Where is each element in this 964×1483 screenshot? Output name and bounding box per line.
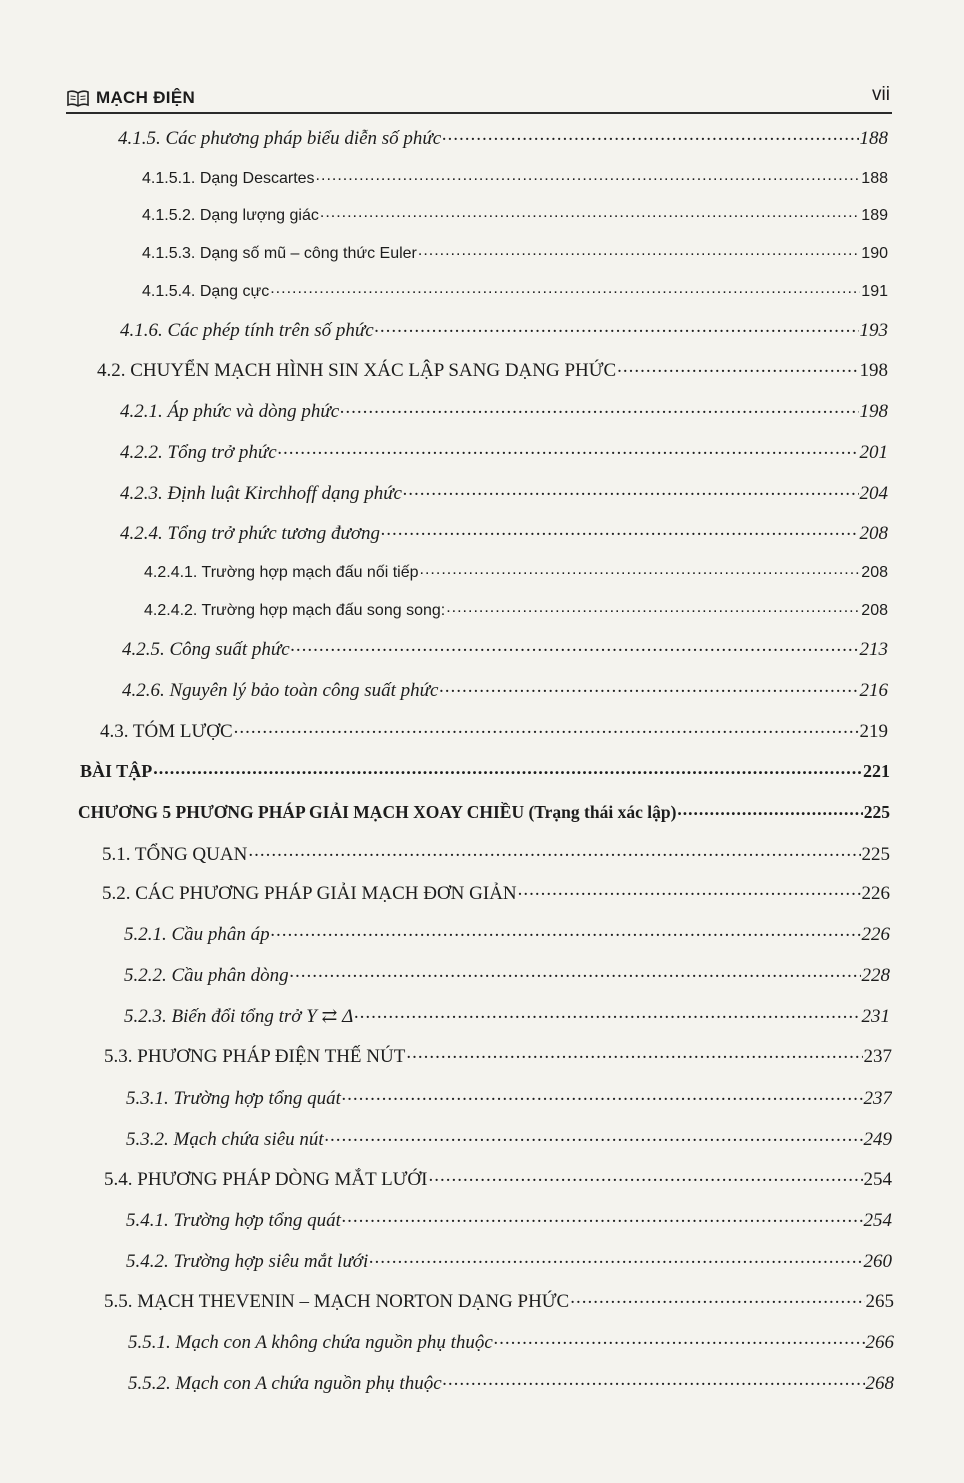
dot-leader xyxy=(271,921,861,940)
toc-entry-page: 201 xyxy=(859,442,888,463)
toc-entry[interactable] xyxy=(144,561,888,582)
toc-entry-title: 5.1. TỔNG QUAN xyxy=(102,844,248,865)
toc-entry-page: 198 xyxy=(859,401,888,422)
book-icon xyxy=(66,90,90,108)
toc-entry[interactable] xyxy=(126,1126,892,1151)
dot-leader xyxy=(570,1288,864,1307)
toc-entry-title: 4.2.3. Định luật Kirchhoff dạng phức xyxy=(120,483,402,504)
toc-entry[interactable] xyxy=(122,677,888,702)
toc-entry[interactable] xyxy=(120,398,888,423)
dot-leader xyxy=(354,1003,860,1022)
toc-entry-title: 4.2.4.2. Trường hợp mạch đấu song song: xyxy=(144,602,446,619)
dot-leader xyxy=(248,841,860,860)
dot-leader xyxy=(677,800,862,818)
toc-entry-page: 216 xyxy=(859,680,888,701)
toc-entry-page: 188 xyxy=(859,128,888,149)
dot-leader xyxy=(316,167,861,183)
dot-leader xyxy=(420,561,861,577)
toc-entry-page: 249 xyxy=(863,1129,892,1150)
toc-entry[interactable] xyxy=(128,1329,894,1354)
dot-leader xyxy=(494,1329,865,1348)
toc-entry[interactable] xyxy=(126,1248,892,1273)
toc-entry[interactable] xyxy=(124,1003,890,1028)
toc-entry-title: 5.2.1. Cầu phân áp xyxy=(124,924,270,945)
toc-entry-title: 4.1.5.4. Dạng cực xyxy=(142,283,270,300)
dot-leader xyxy=(342,1207,863,1226)
dot-leader xyxy=(418,242,860,258)
dot-leader xyxy=(290,962,861,981)
toc-entry[interactable] xyxy=(124,921,890,946)
toc-entry[interactable] xyxy=(118,125,888,150)
toc-entry[interactable] xyxy=(142,167,888,188)
dot-leader xyxy=(340,398,858,417)
toc-entry-title: 4.1.5.3. Dạng số mũ – công thức Euler xyxy=(142,245,417,262)
toc-entry[interactable] xyxy=(142,204,888,225)
toc-entry[interactable] xyxy=(144,599,888,620)
toc-entry-page: 254 xyxy=(863,1210,892,1231)
toc-entry-title: 5.2. CÁC PHƯƠNG PHÁP GIẢI MẠCH ĐƠN GIẢN xyxy=(102,883,517,904)
toc-entry-page: 237 xyxy=(863,1088,892,1109)
toc-entry[interactable] xyxy=(120,520,888,545)
toc-entry-page: 219 xyxy=(859,721,888,742)
toc-entry-page: 228 xyxy=(861,965,890,986)
dot-leader xyxy=(446,599,860,615)
toc-entry-page: 189 xyxy=(861,207,888,224)
toc-entry-page: 190 xyxy=(861,245,888,262)
toc-entry-title: 5.4.2. Trường hợp siêu mắt lưới xyxy=(126,1251,369,1272)
toc-entry-page: 225 xyxy=(861,844,890,865)
dot-leader xyxy=(320,204,860,220)
dot-leader xyxy=(518,880,861,899)
toc-entry[interactable] xyxy=(122,636,888,661)
toc-entry[interactable] xyxy=(120,480,888,505)
toc-entry-page: 260 xyxy=(863,1251,892,1272)
toc-entry-page: 231 xyxy=(861,1006,890,1027)
toc-entry[interactable] xyxy=(126,1085,892,1110)
page-number: vii xyxy=(872,84,890,105)
toc-entry-page: 208 xyxy=(861,602,888,619)
dot-leader xyxy=(428,1166,862,1185)
toc-entry-title: 5.4. PHƯƠNG PHÁP DÒNG MẮT LƯỚI xyxy=(104,1169,428,1190)
toc-entry-page: 268 xyxy=(865,1373,894,1394)
dot-leader xyxy=(443,1370,865,1389)
toc-entry-page: 221 xyxy=(863,761,890,781)
dot-leader xyxy=(403,480,859,499)
toc-entry-title: 4.2.5. Công suất phức xyxy=(122,639,290,660)
toc-entry[interactable] xyxy=(142,242,888,263)
toc-entry[interactable] xyxy=(102,880,890,905)
toc-entry-title: 4.2.6. Nguyên lý bảo toàn công suất phức xyxy=(122,680,439,701)
dot-leader xyxy=(291,636,859,655)
toc-entry[interactable] xyxy=(100,718,888,743)
dot-leader xyxy=(439,677,858,696)
toc-entry[interactable] xyxy=(104,1288,894,1313)
toc-entry-page: 208 xyxy=(859,523,888,544)
toc-entry-page: 265 xyxy=(865,1291,894,1312)
toc-entry-title: 5.5.1. Mạch con A không chứa nguồn phụ thuộc xyxy=(128,1332,493,1353)
dot-leader xyxy=(270,280,860,296)
toc-entry-title: BÀI TẬP xyxy=(80,761,153,781)
toc-entry[interactable] xyxy=(142,280,888,301)
dot-leader xyxy=(342,1085,863,1104)
toc-entry-title: 4.2.2. Tổng trở phức xyxy=(120,442,277,463)
dot-leader xyxy=(325,1126,863,1145)
toc-entry-title: 5.3.1. Trường hợp tổng quát xyxy=(126,1088,341,1109)
toc-entry-page: 225 xyxy=(863,801,890,822)
toc-entry-page: 208 xyxy=(861,564,888,581)
running-header xyxy=(66,84,892,114)
toc-entry-page: 226 xyxy=(861,924,890,945)
toc-entry-title: 4.1.5. Các phương pháp biểu diễn số phức xyxy=(118,128,442,149)
toc-entry-page: 266 xyxy=(865,1332,894,1353)
toc-entry-title: 5.3.2. Mạch chứa siêu nút xyxy=(126,1129,324,1150)
toc-entry[interactable] xyxy=(124,962,890,987)
dot-leader xyxy=(375,317,859,336)
dot-leader xyxy=(442,125,858,144)
toc-entry-title: 5.2.3. Biến đổi tổng trở Y ⇄ Δ xyxy=(124,1006,354,1027)
toc-entry-title: 5.3. PHƯƠNG PHÁP ĐIỆN THẾ NÚT xyxy=(104,1046,406,1067)
toc-entry[interactable] xyxy=(104,1166,892,1191)
toc-entry-title: 4.1.6. Các phép tính trên số phức xyxy=(120,320,374,341)
toc-entry[interactable] xyxy=(120,439,888,464)
toc-entry-page: 213 xyxy=(859,639,888,660)
toc-entry-title: 4.1.5.1. Dạng Descartes xyxy=(142,170,315,187)
toc-entry[interactable] xyxy=(104,1043,892,1068)
toc-entry-title: 5.2.2. Cầu phân dòng xyxy=(124,965,289,986)
toc-entry[interactable] xyxy=(80,759,890,782)
toc-entry[interactable] xyxy=(102,841,890,866)
toc-entry[interactable] xyxy=(78,800,890,823)
toc-entry-page: 193 xyxy=(859,320,888,341)
toc-entry[interactable] xyxy=(120,317,888,342)
dot-leader xyxy=(406,1043,862,1062)
toc-entry-page: 204 xyxy=(859,483,888,504)
toc-entry[interactable] xyxy=(128,1370,894,1395)
toc-entry-page: 188 xyxy=(861,170,888,187)
dot-leader xyxy=(234,718,859,737)
toc-entry-title: CHƯƠNG 5 PHƯƠNG PHÁP GIẢI MẠCH XOAY CHIỀU (Trạng thái xác lập) xyxy=(78,801,677,822)
toc-entry-title: 4.1.5.2. Dạng lượng giác xyxy=(142,207,319,224)
toc-entry-title: 5.4.1. Trường hợp tổng quát xyxy=(126,1210,341,1231)
toc-entry-title: 5.5.2. Mạch con A chứa nguồn phụ thuộc xyxy=(128,1373,442,1394)
dot-leader xyxy=(369,1248,862,1267)
dot-leader xyxy=(278,439,859,458)
toc-entry-title: 4.2. CHUYỂN MẠCH HÌNH SIN XÁC LẬP SANG DẠNG PHỨC xyxy=(97,360,617,381)
toc-entry-page: 237 xyxy=(863,1046,892,1067)
toc-entry-page: 254 xyxy=(863,1169,892,1190)
toc-entry[interactable] xyxy=(126,1207,892,1232)
toc-entry-page: 198 xyxy=(859,360,888,381)
toc-entry-page: 191 xyxy=(861,283,888,300)
toc-entry-page: 226 xyxy=(861,883,890,904)
toc-entry-title: 4.2.1. Áp phức và dòng phức xyxy=(120,401,340,422)
toc-entry-title: 4.2.4.1. Trường hợp mạch đấu nối tiếp xyxy=(144,564,419,581)
book-title: MẠCH ĐIỆN xyxy=(96,88,196,107)
toc-entry-title: 5.5. MẠCH THEVENIN – MẠCH NORTON DẠNG PHỨC xyxy=(104,1291,570,1312)
dot-leader xyxy=(153,759,862,777)
toc-entry-title: 4.3. TÓM LƯỢC xyxy=(100,721,233,742)
dot-leader xyxy=(617,357,858,376)
dot-leader xyxy=(381,520,859,539)
toc-entry[interactable] xyxy=(97,357,888,382)
toc-entry-title: 4.2.4. Tổng trở phức tương đương xyxy=(120,523,380,544)
